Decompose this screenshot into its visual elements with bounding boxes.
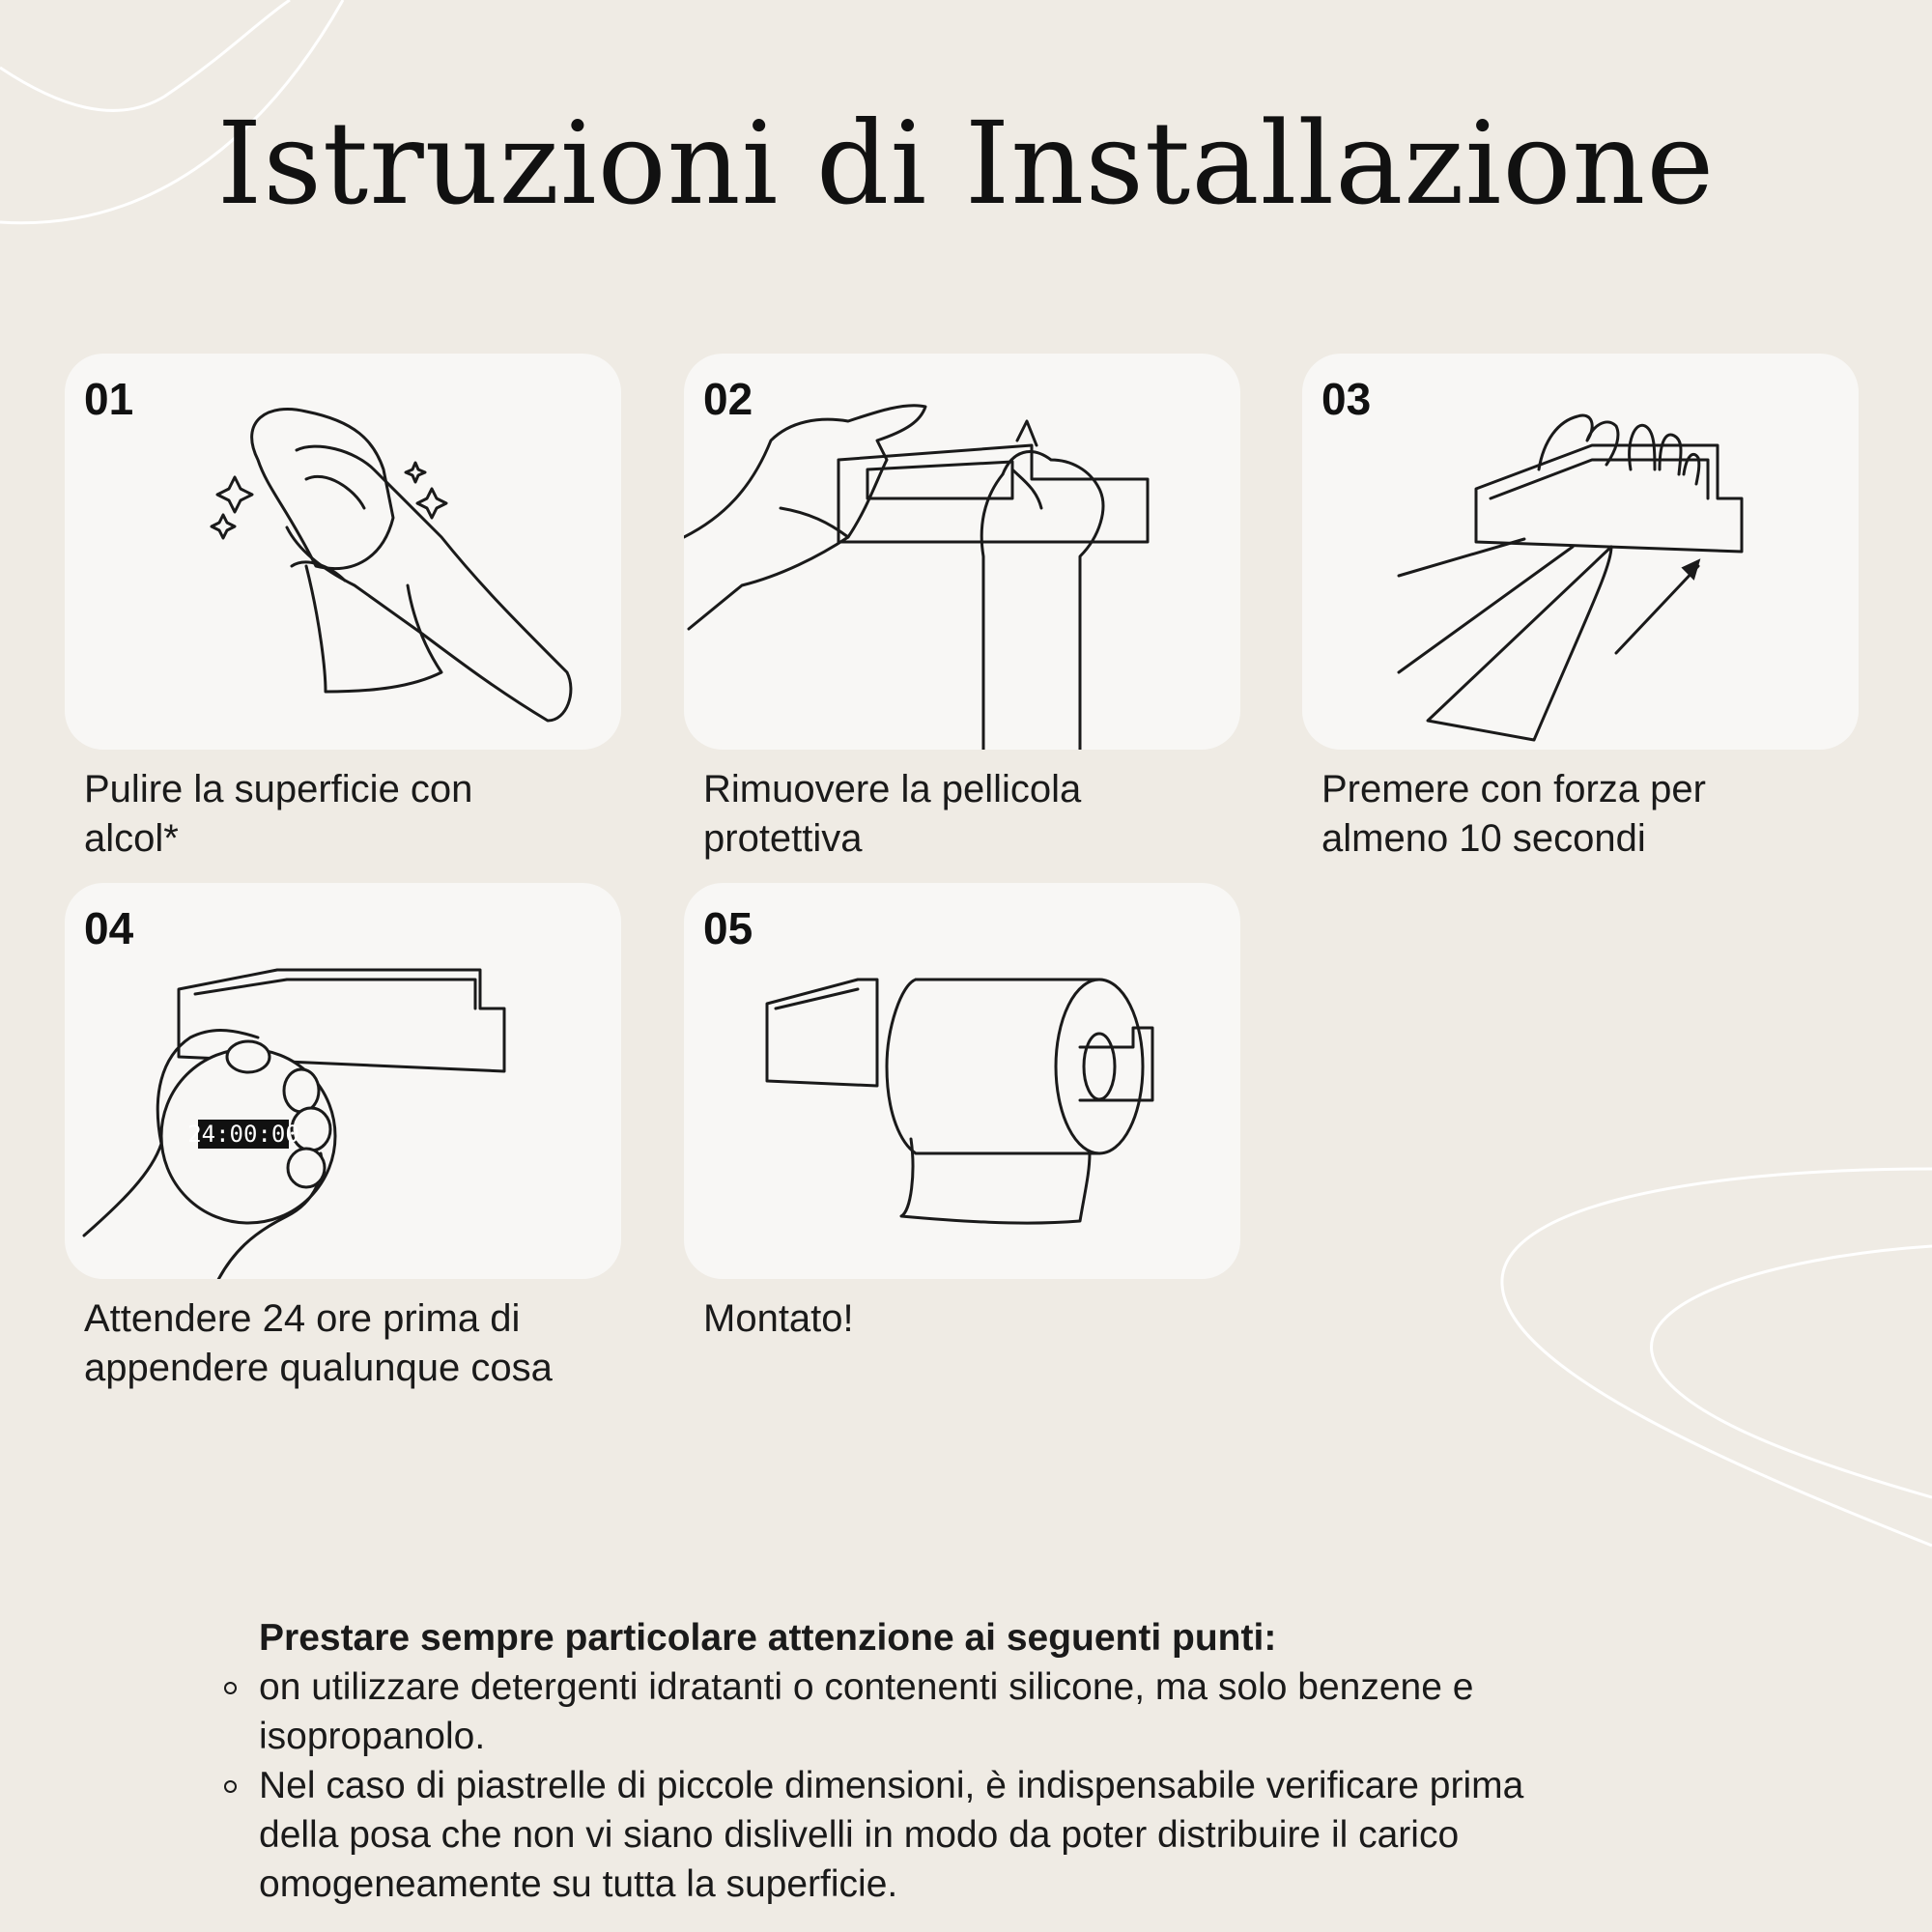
step-caption-05: Montato!: [703, 1297, 854, 1340]
step-caption-01: Pulire la superficie con alcol*: [84, 768, 473, 860]
timer-icon: [65, 883, 621, 1279]
step-number: 02: [703, 374, 753, 424]
step-caption-04: Attendere 24 ore prima di appendere qualunque cosa: [84, 1297, 553, 1389]
cleaning-hand-icon: [65, 354, 621, 750]
notes-list: [259, 1662, 1766, 1909]
timer-display: 24:00:00: [187, 1121, 299, 1148]
step-card-04: [65, 883, 621, 1279]
step-number: 05: [703, 903, 753, 953]
press-hand-icon: [1302, 354, 1859, 750]
page-title: Istruzioni di Installazione: [216, 97, 1716, 230]
step-number: 04: [84, 903, 134, 953]
step-caption-02: Rimuovere la pellicola protettiva: [703, 768, 1082, 860]
step-card-05: [684, 883, 1240, 1279]
step-card-02: [684, 354, 1240, 750]
step-caption-03: Premere con forza per almeno 10 secondi: [1321, 768, 1706, 860]
step-number: 03: [1321, 374, 1372, 424]
list-item: Nel caso di piastrelle di piccole dimensioni, è indispensabile verificare prima della posa che non vi siano dislivelli in modo da poter distribuire il carico omogeneamente su tutta la superficie.: [259, 1761, 1766, 1909]
peel-film-icon: [684, 354, 1240, 750]
step-card-01: [65, 354, 621, 750]
mounted-holder-icon: [684, 883, 1240, 1279]
step-card-03: [1302, 354, 1859, 750]
list-item: on utilizzare detergenti idratanti o contenenti silicone, ma solo benzene e isopropanolo.: [259, 1662, 1766, 1761]
step-number: 01: [84, 374, 134, 424]
notes-section: [259, 1613, 1766, 1909]
notes-heading: Prestare sempre particolare attenzione ai seguenti punti:: [259, 1617, 1277, 1659]
bullet-circle-icon: [224, 1780, 237, 1793]
bullet-circle-icon: [224, 1682, 237, 1694]
